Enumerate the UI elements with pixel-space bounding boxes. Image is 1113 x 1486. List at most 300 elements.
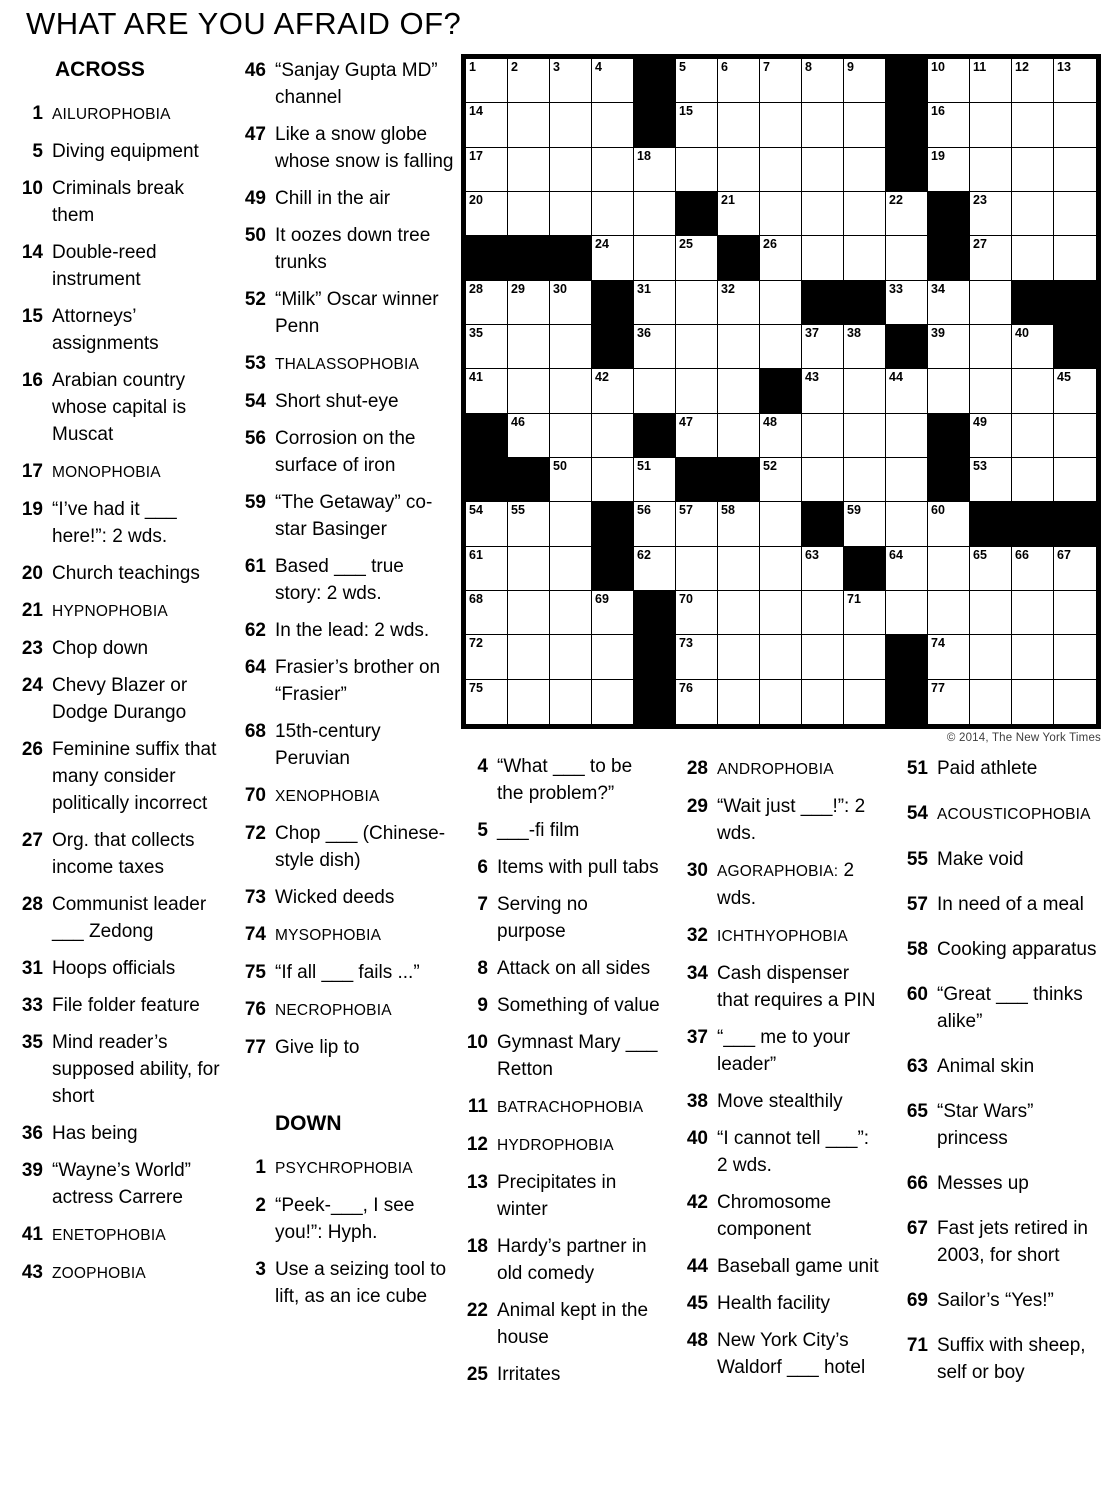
- clue-text: Communist leader ___ Zedong: [52, 894, 207, 942]
- clue-text: ENETOPHOBIA: [52, 1227, 166, 1244]
- grid-cell-r2-c15[interactable]: [1054, 103, 1096, 147]
- grid-cell-r11-c10[interactable]: [844, 502, 886, 546]
- grid-cell-r5-c5[interactable]: [634, 236, 676, 280]
- cell-number: 10: [931, 60, 945, 74]
- grid-cell-r2-c7[interactable]: [718, 103, 760, 147]
- grid-cell-r4-c3[interactable]: [550, 192, 592, 236]
- grid-cell-r3-c15[interactable]: [1054, 148, 1096, 192]
- clue-number: 34: [686, 963, 708, 984]
- down-clue-60: [902, 981, 1105, 1035]
- down-clue-2: [240, 1192, 455, 1246]
- grid-cell-r2-c12[interactable]: [928, 103, 970, 147]
- grid-cell-r13-c12[interactable]: [928, 591, 970, 635]
- grid-cell-r11-c6[interactable]: [676, 502, 718, 546]
- grid-cell-r7-c12[interactable]: [928, 325, 970, 369]
- grid-cell-r7-c6[interactable]: [676, 325, 718, 369]
- across-clues-list-1: [20, 100, 224, 1287]
- grid-cell-r12-c13[interactable]: [970, 547, 1012, 591]
- grid-cell-r13-c11[interactable]: [886, 591, 928, 635]
- grid-cell-r9-c2[interactable]: [508, 414, 550, 458]
- grid-cell-r9-c9[interactable]: [802, 414, 844, 458]
- grid-cell-r8-c9[interactable]: [802, 369, 844, 413]
- down-clues-list-4: [902, 755, 1105, 1386]
- grid-cell-r9-c15[interactable]: [1054, 414, 1096, 458]
- cell-number: 36: [637, 325, 651, 340]
- clue-text: Health facility: [717, 1293, 830, 1314]
- down-clue-48: [682, 1327, 881, 1381]
- grid-cell-r11-c8[interactable]: [760, 502, 802, 546]
- grid-cell-r11-c1[interactable]: [466, 502, 508, 546]
- clue-number: 5: [32, 141, 43, 162]
- grid-cell-r1-c6[interactable]: [676, 59, 718, 103]
- across-clue-54: [240, 388, 455, 415]
- grid-cell-r14-c7[interactable]: [718, 635, 760, 679]
- grid-cell-r3-c3[interactable]: [550, 148, 592, 192]
- grid-cell-r6-c10: [844, 281, 886, 325]
- down-clue-45: [682, 1290, 881, 1317]
- grid-cell-r15-c13[interactable]: [970, 680, 1012, 724]
- grid-cell-r12-c9[interactable]: [802, 547, 844, 591]
- cell-number: 74: [931, 636, 945, 651]
- clue-text: Make void: [937, 849, 1024, 870]
- grid-cell-r9-c1: [466, 414, 508, 458]
- clue-text: NECROPHOBIA: [275, 1002, 392, 1019]
- clue-text: BATRACHOPHOBIA: [497, 1099, 644, 1116]
- grid-cell-r7-c7[interactable]: [718, 325, 760, 369]
- grid-cell-r7-c3[interactable]: [550, 325, 592, 369]
- grid-cell-r14-c13[interactable]: [970, 635, 1012, 679]
- grid-cell-r8-c13[interactable]: [970, 369, 1012, 413]
- grid-cell-r15-c2[interactable]: [508, 680, 550, 724]
- grid-cell-r14-c3[interactable]: [550, 635, 592, 679]
- clue-number: 56: [244, 428, 266, 449]
- grid-cell-r7-c8[interactable]: [760, 325, 802, 369]
- grid-cell-r11-c4: [592, 502, 634, 546]
- clue-number: 57: [906, 894, 928, 915]
- grid-cell-r4-c8[interactable]: [760, 192, 802, 236]
- grid-cell-r9-c4[interactable]: [592, 414, 634, 458]
- grid-cell-r13-c10[interactable]: [844, 591, 886, 635]
- clue-number: 52: [244, 289, 266, 310]
- grid-cell-r4-c13[interactable]: [970, 192, 1012, 236]
- across-clue-16: [20, 367, 224, 448]
- clue-number: 44: [686, 1256, 708, 1277]
- grid-cell-r12-c3[interactable]: [550, 547, 592, 591]
- down-clues-list-1: [240, 1154, 455, 1310]
- grid-cell-r6-c11[interactable]: [886, 281, 928, 325]
- grid-cell-r5-c8[interactable]: [760, 236, 802, 280]
- grid-cell-r4-c9[interactable]: [802, 192, 844, 236]
- grid-cell-r6-c6[interactable]: [676, 281, 718, 325]
- grid-cell-r9-c7[interactable]: [718, 414, 760, 458]
- down-clue-54: [902, 800, 1105, 828]
- cell-number: 16: [931, 104, 945, 119]
- clue-number: 18: [466, 1236, 488, 1257]
- across-clue-73: [240, 884, 455, 911]
- grid-cell-r2-c10[interactable]: [844, 103, 886, 147]
- grid-cell-r5-c10[interactable]: [844, 236, 886, 280]
- grid-cell-r3-c8[interactable]: [760, 148, 802, 192]
- clue-number: 35: [21, 1032, 43, 1053]
- cell-number: 72: [469, 636, 483, 651]
- grid-cell-r9-c6[interactable]: [676, 414, 718, 458]
- clue-text: Chill in the air: [275, 188, 391, 209]
- grid-cell-r12-c2[interactable]: [508, 547, 550, 591]
- clue-number: 37: [686, 1027, 708, 1048]
- grid-cell-r9-c14[interactable]: [1012, 414, 1054, 458]
- grid-cell-r12-c12[interactable]: [928, 547, 970, 591]
- grid-cell-r15-c7[interactable]: [718, 680, 760, 724]
- grid-cell-r13-c9[interactable]: [802, 591, 844, 635]
- grid-cell-r2-c2[interactable]: [508, 103, 550, 147]
- grid-cell-r3-c5[interactable]: [634, 148, 676, 192]
- grid-cell-r4-c7[interactable]: [718, 192, 760, 236]
- clue-number: 3: [255, 1259, 266, 1280]
- grid-cell-r6-c12[interactable]: [928, 281, 970, 325]
- grid-cell-r3-c10[interactable]: [844, 148, 886, 192]
- grid-cell-r3-c4[interactable]: [592, 148, 634, 192]
- grid-cell-r2-c14[interactable]: [1012, 103, 1054, 147]
- clue-number: 71: [906, 1335, 928, 1356]
- cell-number: 43: [805, 370, 819, 385]
- grid-cell-r8-c11[interactable]: [886, 369, 928, 413]
- grid-cell-r3-c1[interactable]: [466, 148, 508, 192]
- grid-cell-r3-c7[interactable]: [718, 148, 760, 192]
- grid-cell-r5-c12: [928, 236, 970, 280]
- grid-cell-r1-c2[interactable]: [508, 59, 550, 103]
- grid-cell-r13-c2[interactable]: [508, 591, 550, 635]
- cell-number: 5: [679, 60, 686, 74]
- clue-number: 70: [244, 785, 266, 806]
- grid-cell-r6-c14: [1012, 281, 1054, 325]
- clue-text: Use a seizing tool to lift, as an ice cube: [275, 1259, 447, 1307]
- grid-cell-r8-c6[interactable]: [676, 369, 718, 413]
- across-clue-1: [20, 100, 224, 128]
- down-clue-38: [682, 1088, 881, 1115]
- grid-cell-r14-c15[interactable]: [1054, 635, 1096, 679]
- down-clue-67: [902, 1215, 1105, 1269]
- clue-text: PSYCHROPHOBIA: [275, 1160, 413, 1177]
- clue-text: Precipitates in winter: [497, 1172, 617, 1220]
- grid-cell-r3-c12[interactable]: [928, 148, 970, 192]
- clue-text: Paid athlete: [937, 758, 1038, 779]
- grid-cell-r1-c12[interactable]: [928, 59, 970, 103]
- grid-cell-r10-c5[interactable]: [634, 458, 676, 502]
- clue-text: Org. that collects income taxes: [52, 830, 195, 878]
- grid-cell-r13-c3[interactable]: [550, 591, 592, 635]
- clue-number: 63: [906, 1056, 928, 1077]
- grid-cell-r4-c2[interactable]: [508, 192, 550, 236]
- grid-cell-r8-c2[interactable]: [508, 369, 550, 413]
- grid-cell-r4-c11[interactable]: [886, 192, 928, 236]
- across-clue-59: [240, 489, 455, 543]
- grid-cell-r7-c2[interactable]: [508, 325, 550, 369]
- grid-cell-r3-c13[interactable]: [970, 148, 1012, 192]
- across-clue-14: [20, 239, 224, 293]
- across-clue-70: [240, 782, 455, 810]
- clue-number: 31: [21, 958, 43, 979]
- cell-number: 25: [679, 237, 693, 252]
- grid-cell-r1-c14[interactable]: [1012, 59, 1054, 103]
- grid-cell-r13-c13[interactable]: [970, 591, 1012, 635]
- grid-cell-r1-c8[interactable]: [760, 59, 802, 103]
- down-clue-13: [462, 1169, 660, 1223]
- grid-cell-r15-c8[interactable]: [760, 680, 802, 724]
- clue-text: Feminine suffix that many consider politically incorrect: [52, 739, 217, 814]
- grid-cell-r6-c5[interactable]: [634, 281, 676, 325]
- grid-cell-r6-c3[interactable]: [550, 281, 592, 325]
- grid-cell-r8-c3[interactable]: [550, 369, 592, 413]
- grid-cell-r2-c3[interactable]: [550, 103, 592, 147]
- grid-cell-r14-c9[interactable]: [802, 635, 844, 679]
- grid-cell-r11-c7[interactable]: [718, 502, 760, 546]
- grid-cell-r2-c6[interactable]: [676, 103, 718, 147]
- clue-number: 77: [244, 1037, 266, 1058]
- cell-number: 52: [763, 458, 777, 473]
- across-clue-31: [20, 955, 224, 982]
- clue-text: HYDROPHOBIA: [497, 1137, 614, 1154]
- clue-number: 53: [244, 353, 266, 374]
- grid-cell-r7-c13[interactable]: [970, 325, 1012, 369]
- across-clue-72: [240, 820, 455, 874]
- clue-number: 38: [686, 1091, 708, 1112]
- cell-number: 22: [889, 192, 903, 207]
- grid-cell-r10-c8[interactable]: [760, 458, 802, 502]
- grid-cell-r11-c3[interactable]: [550, 502, 592, 546]
- clue-number: 12: [466, 1134, 488, 1155]
- grid-cell-r10-c13[interactable]: [970, 458, 1012, 502]
- grid-cell-r15-c4[interactable]: [592, 680, 634, 724]
- clue-number: 28: [21, 894, 43, 915]
- grid-cell-r6-c1[interactable]: [466, 281, 508, 325]
- grid-cell-r3-c2[interactable]: [508, 148, 550, 192]
- grid-cell-r11-c11[interactable]: [886, 502, 928, 546]
- grid-cell-r14-c8[interactable]: [760, 635, 802, 679]
- grid-cell-r14-c2[interactable]: [508, 635, 550, 679]
- grid-cell-r14-c4[interactable]: [592, 635, 634, 679]
- grid-cell-r5-c13[interactable]: [970, 236, 1012, 280]
- grid-cell-r8-c5[interactable]: [634, 369, 676, 413]
- grid-cell-r15-c15[interactable]: [1054, 680, 1096, 724]
- across-clue-17: [20, 458, 224, 486]
- down-clue-25: [462, 1361, 660, 1388]
- grid-cell-r9-c3[interactable]: [550, 414, 592, 458]
- clue-text: In need of a meal: [937, 894, 1084, 915]
- grid-cell-r13-c15[interactable]: [1054, 591, 1096, 635]
- grid-cell-r1-c11: [886, 59, 928, 103]
- down-clue-12: [462, 1131, 660, 1159]
- grid-cell-r8-c1[interactable]: [466, 369, 508, 413]
- cell-number: 15: [679, 104, 693, 119]
- cell-number: 50: [553, 458, 567, 473]
- grid-cell-r15-c1[interactable]: [466, 680, 508, 724]
- grid-cell-r1-c9[interactable]: [802, 59, 844, 103]
- grid-cell-r2-c13[interactable]: [970, 103, 1012, 147]
- grid-cell-r15-c12[interactable]: [928, 680, 970, 724]
- grid-cell-r8-c12[interactable]: [928, 369, 970, 413]
- down-clue-37: [682, 1024, 881, 1078]
- grid-cell-r1-c13[interactable]: [970, 59, 1012, 103]
- clue-text: “___ me to your leader”: [717, 1027, 851, 1075]
- grid-cell-r10-c1: [466, 458, 508, 502]
- grid-cell-r4-c10[interactable]: [844, 192, 886, 236]
- cell-number: 18: [637, 148, 651, 163]
- cell-number: 63: [805, 547, 819, 562]
- grid-cell-r10-c6: [676, 458, 718, 502]
- cell-number: 56: [637, 503, 651, 518]
- clue-text: “The Getaway” co-star Basinger: [275, 492, 433, 540]
- grid-cell-r15-c10[interactable]: [844, 680, 886, 724]
- grid-cell-r9-c11[interactable]: [886, 414, 928, 458]
- grid-cell-r7-c5[interactable]: [634, 325, 676, 369]
- grid-cell-r13-c4[interactable]: [592, 591, 634, 635]
- clue-text: “I cannot tell ___”: 2 wds.: [717, 1128, 870, 1176]
- grid-cell-r15-c9[interactable]: [802, 680, 844, 724]
- clue-text: ___-fi film: [497, 820, 580, 841]
- grid-cell-r10-c11[interactable]: [886, 458, 928, 502]
- grid-cell-r3-c6[interactable]: [676, 148, 718, 192]
- grid-cell-r8-c8: [760, 369, 802, 413]
- grid-cell-r11-c5[interactable]: [634, 502, 676, 546]
- grid-cell-r13-c14[interactable]: [1012, 591, 1054, 635]
- cell-number: 3: [553, 60, 560, 74]
- clue-number: 62: [244, 620, 266, 641]
- grid-cell-r5-c4[interactable]: [592, 236, 634, 280]
- grid-cell-r13-c8[interactable]: [760, 591, 802, 635]
- grid-cell-r15-c14[interactable]: [1012, 680, 1054, 724]
- across-clue-5: [20, 138, 224, 165]
- grid-cell-r10-c15[interactable]: [1054, 458, 1096, 502]
- clue-number: 5: [477, 820, 488, 841]
- grid-cell-r14-c14[interactable]: [1012, 635, 1054, 679]
- clue-text: AGORAPHOBIA: 2 wds.: [717, 860, 855, 909]
- clue-text: Something of value: [497, 995, 660, 1016]
- grid-cell-r4-c14[interactable]: [1012, 192, 1054, 236]
- grid-cell-r10-c14[interactable]: [1012, 458, 1054, 502]
- grid-cell-r11-c9: [802, 502, 844, 546]
- grid-cell-r2-c9[interactable]: [802, 103, 844, 147]
- clue-number: 22: [466, 1300, 488, 1321]
- grid-cell-r8-c4[interactable]: [592, 369, 634, 413]
- grid-cell-r13-c6[interactable]: [676, 591, 718, 635]
- grid-cell-r3-c9[interactable]: [802, 148, 844, 192]
- grid-cell-r12-c7[interactable]: [718, 547, 760, 591]
- grid-cell-r1-c4[interactable]: [592, 59, 634, 103]
- grid-cell-r1-c10[interactable]: [844, 59, 886, 103]
- grid-cell-r2-c8[interactable]: [760, 103, 802, 147]
- grid-cell-r6-c9: [802, 281, 844, 325]
- grid-cell-r7-c14[interactable]: [1012, 325, 1054, 369]
- grid-cell-r15-c3[interactable]: [550, 680, 592, 724]
- grid-cell-r9-c10[interactable]: [844, 414, 886, 458]
- grid-cell-r8-c7[interactable]: [718, 369, 760, 413]
- grid-cell-r2-c1[interactable]: [466, 103, 508, 147]
- across-clue-62: [240, 617, 455, 644]
- grid-cell-r9-c8[interactable]: [760, 414, 802, 458]
- grid-cell-r12-c11[interactable]: [886, 547, 928, 591]
- clue-number: 28: [686, 758, 708, 779]
- grid-cell-r10-c3[interactable]: [550, 458, 592, 502]
- grid-cell-r1-c7[interactable]: [718, 59, 760, 103]
- grid-cell-r6-c7[interactable]: [718, 281, 760, 325]
- grid-cell-r14-c12[interactable]: [928, 635, 970, 679]
- grid-cell-r6-c2[interactable]: [508, 281, 550, 325]
- grid-cell-r15-c11: [886, 680, 928, 724]
- grid-cell-r12-c14[interactable]: [1012, 547, 1054, 591]
- cell-number: 73: [679, 636, 693, 651]
- down-clue-66: [902, 1170, 1105, 1197]
- grid-cell-r4-c1[interactable]: [466, 192, 508, 236]
- grid-cell-r10-c9[interactable]: [802, 458, 844, 502]
- cell-number: 67: [1057, 547, 1071, 562]
- cell-number: 34: [931, 281, 945, 296]
- clue-number: 11: [467, 1096, 488, 1117]
- clue-number: 73: [244, 887, 266, 908]
- grid-cell-r14-c1[interactable]: [466, 635, 508, 679]
- grid-cell-r8-c15[interactable]: [1054, 369, 1096, 413]
- grid-cell-r12-c1[interactable]: [466, 547, 508, 591]
- down-clue-5: [462, 817, 660, 844]
- grid-cell-r6-c13[interactable]: [970, 281, 1012, 325]
- grid-cell-r1-c1[interactable]: [466, 59, 508, 103]
- grid-cell-r2-c4[interactable]: [592, 103, 634, 147]
- grid-cell-r7-c10[interactable]: [844, 325, 886, 369]
- grid-cell-r8-c10[interactable]: [844, 369, 886, 413]
- grid-cell-r5-c6[interactable]: [676, 236, 718, 280]
- grid-cell-r4-c15[interactable]: [1054, 192, 1096, 236]
- clue-text: Attack on all sides: [497, 958, 651, 979]
- grid-cell-r5-c9[interactable]: [802, 236, 844, 280]
- grid-cell-r13-c7[interactable]: [718, 591, 760, 635]
- grid-cell-r14-c5: [634, 635, 676, 679]
- grid-cell-r4-c5[interactable]: [634, 192, 676, 236]
- grid-cell-r5-c14[interactable]: [1012, 236, 1054, 280]
- grid-cell-r6-c8[interactable]: [760, 281, 802, 325]
- grid-cell-r10-c4[interactable]: [592, 458, 634, 502]
- grid-cell-r8-c14[interactable]: [1012, 369, 1054, 413]
- grid-cell-r5-c11[interactable]: [886, 236, 928, 280]
- grid-cell-r15-c6[interactable]: [676, 680, 718, 724]
- grid-cell-r11-c12[interactable]: [928, 502, 970, 546]
- grid-cell-r12-c6[interactable]: [676, 547, 718, 591]
- grid-cell-r12-c5[interactable]: [634, 547, 676, 591]
- grid-cell-r12-c10: [844, 547, 886, 591]
- grid-cell-r5-c15[interactable]: [1054, 236, 1096, 280]
- grid-cell-r11-c13: [970, 502, 1012, 546]
- clue-text: Chromosome component: [717, 1192, 832, 1240]
- grid-cell-r1-c3[interactable]: [550, 59, 592, 103]
- grid-cell-r1-c15[interactable]: [1054, 59, 1096, 103]
- clue-text: Attorneys’ assignments: [52, 306, 159, 354]
- grid-cell-r12-c15[interactable]: [1054, 547, 1096, 591]
- down-clue-58: [902, 936, 1105, 963]
- grid-cell-r7-c1[interactable]: [466, 325, 508, 369]
- down-clue-11: [462, 1093, 660, 1121]
- grid-cell-r11-c2[interactable]: [508, 502, 550, 546]
- grid-cell-r3-c14[interactable]: [1012, 148, 1054, 192]
- cell-number: 7: [763, 60, 770, 74]
- grid-cell-r9-c13[interactable]: [970, 414, 1012, 458]
- grid-cell-r14-c10[interactable]: [844, 635, 886, 679]
- grid-cell-r13-c1[interactable]: [466, 591, 508, 635]
- grid-cell-r10-c10[interactable]: [844, 458, 886, 502]
- grid-cell-r12-c8[interactable]: [760, 547, 802, 591]
- grid-cell-r7-c9[interactable]: [802, 325, 844, 369]
- clue-number: 64: [244, 657, 266, 678]
- grid-cell-r14-c6[interactable]: [676, 635, 718, 679]
- grid-cell-r4-c4[interactable]: [592, 192, 634, 236]
- cell-number: 54: [469, 503, 483, 518]
